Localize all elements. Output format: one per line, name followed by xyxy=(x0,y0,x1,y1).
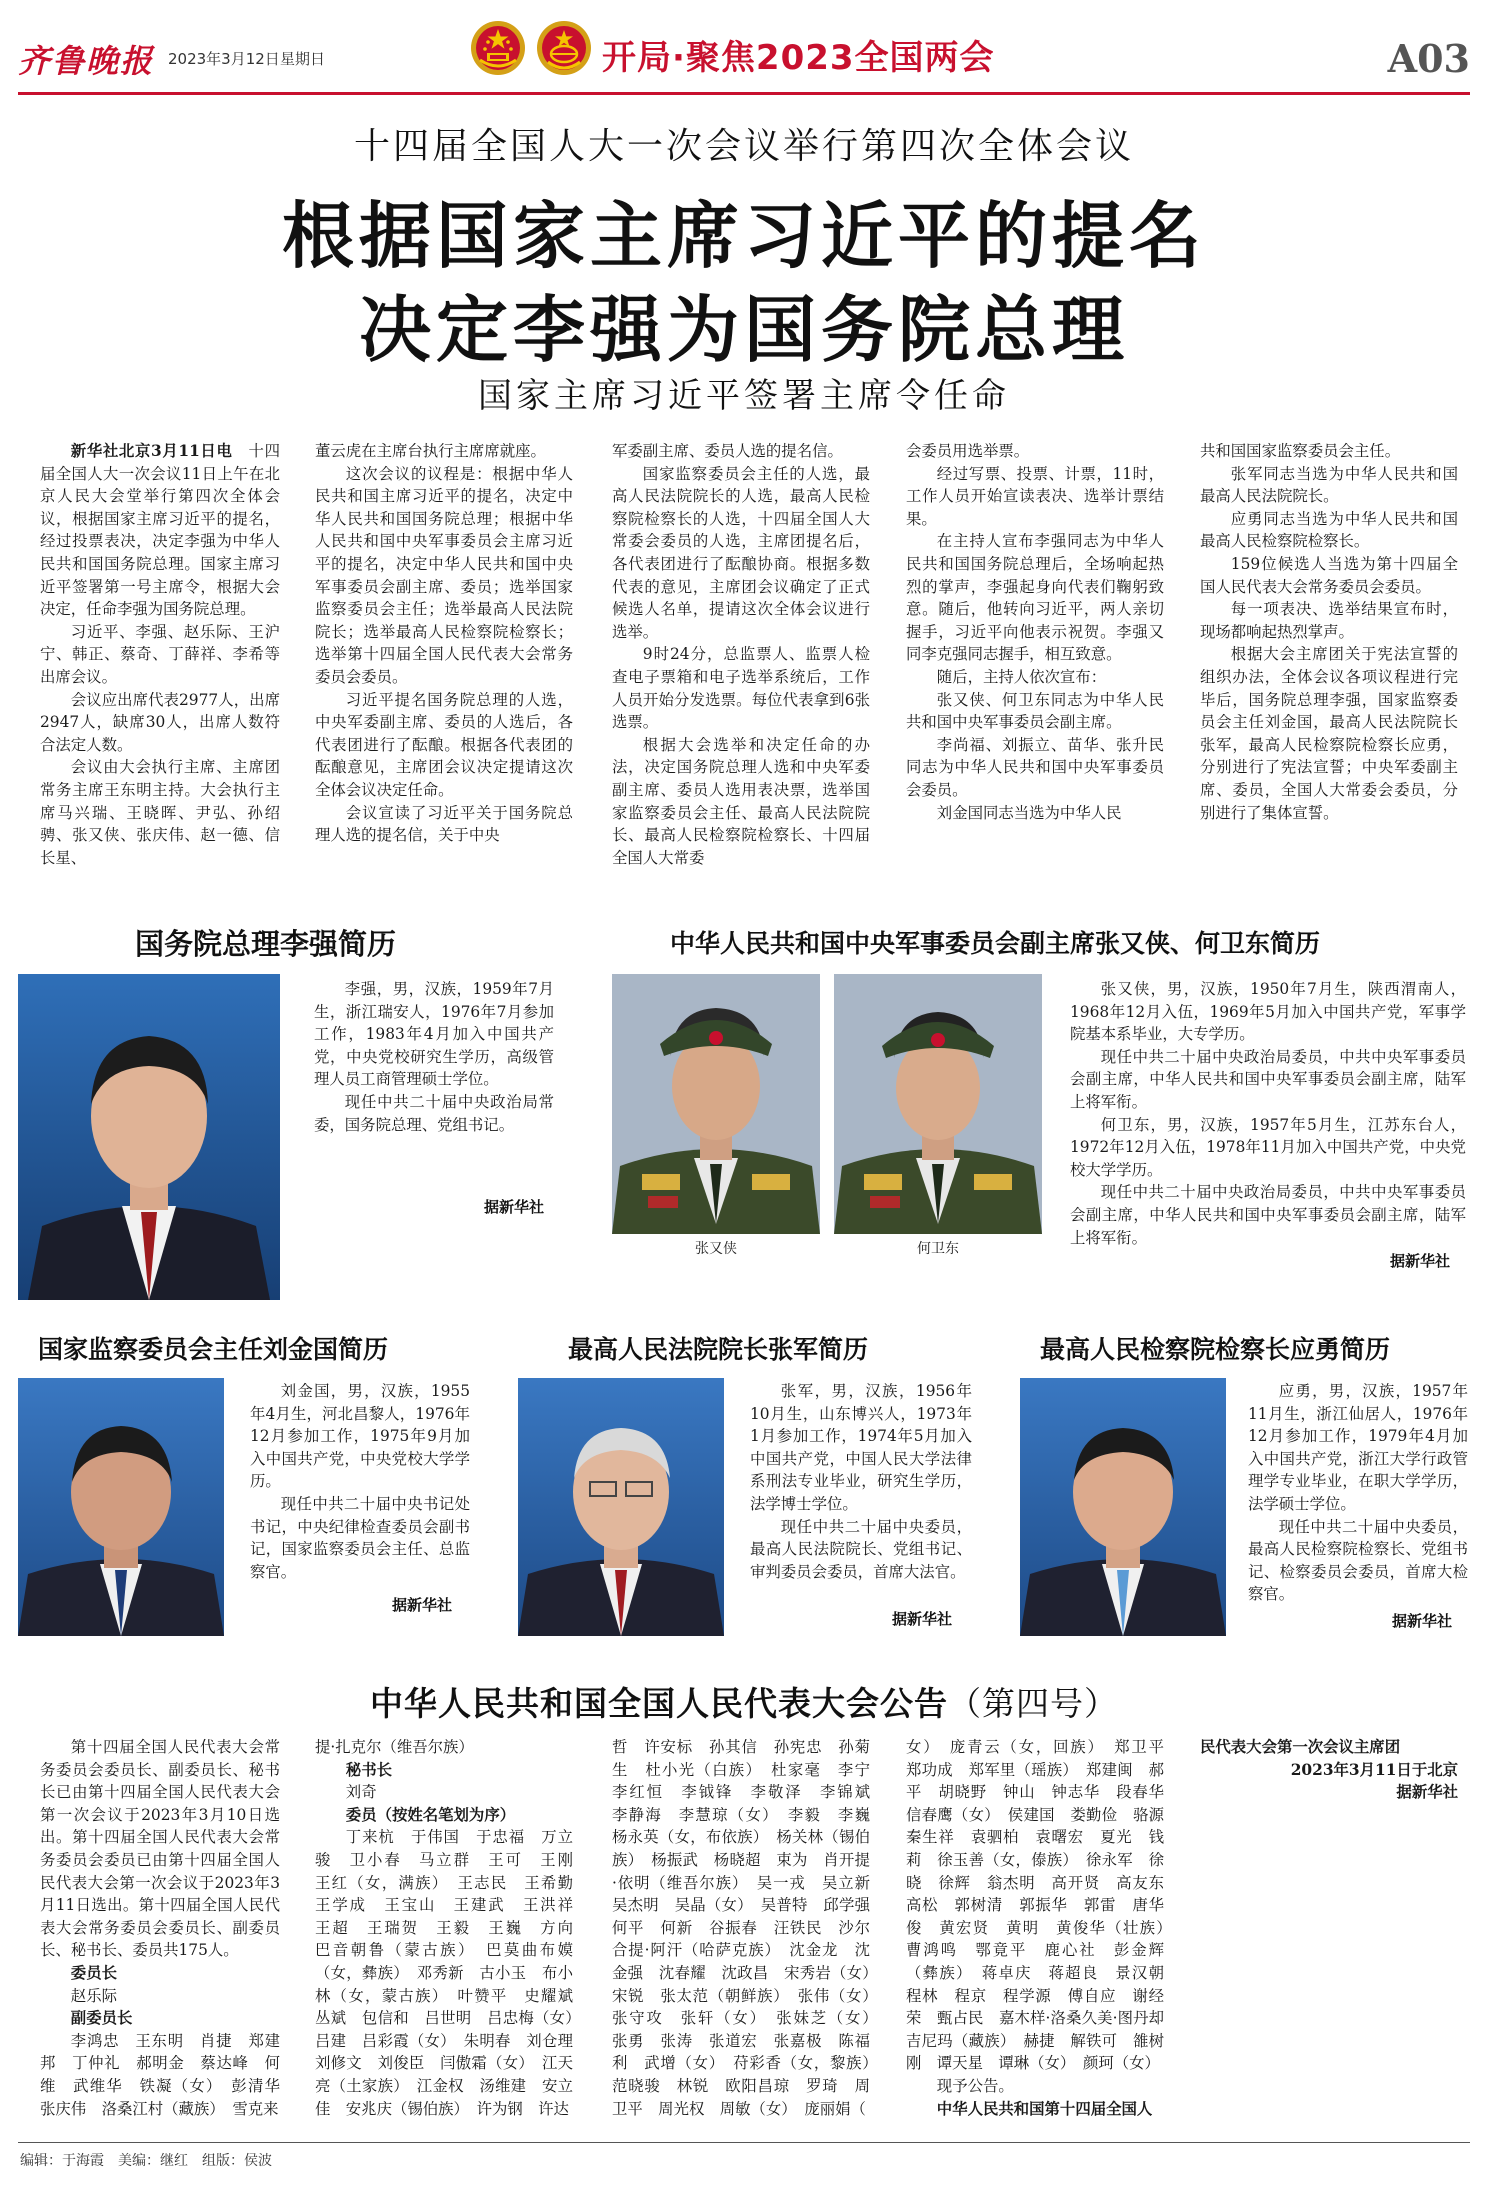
story-paragraph: 根据大会主席团关于宪法宣誓的组织办法，全体会议各项议程进行完毕后，国务院总理李强，国家监察委员会主任刘金国，最高人民法院院长张军，最高人民检察院检察长应勇，分别进行了宪法宣誓；中央军委副主席、委员，全国人大常委会委员，分别进行了集体宣誓。 xyxy=(1200,645,1458,822)
announcement-names: 李鸿忠 王东明 肖捷 郑建邦 丁仲礼 郝明金 蔡达峰 何维 武维华 铁凝（女） 彭清华 张庆伟 洛桑江村（藏族） 雪克来 xyxy=(40,2031,296,2118)
story-paragraph: 每一项表决、选举结果宣布时，现场都响起热烈掌声。 xyxy=(1200,600,1458,641)
announcement-names: 刘奇 xyxy=(345,1783,377,1802)
bio-paragraph: 现任中共二十届中央书记处书记，中央纪律检查委员会副书记，国家监察委员会主任、总监察官。 xyxy=(250,1494,470,1581)
announcement-column-4 xyxy=(906,1736,1180,2136)
bio-paragraph: 张又侠，男，汉族，1950年7月生，陕西渭南人，1968年12月入伍，1969年5月加入中国共产党，军事学院基本系毕业，大专学历。 xyxy=(1070,980,1466,1044)
story-column-3 xyxy=(612,440,870,910)
announcement-heading: 委员长 xyxy=(70,1963,117,1982)
announcement-names: 赵乐际 xyxy=(70,1986,117,2005)
section-label: 开局·聚焦2023全国两会 xyxy=(602,38,995,78)
story-paragraph: 在主持人宣布李强同志为中华人民共和国国务院总理后，全场响起热烈的掌声，李强起身向代表们鞠躬致意。随后，他转向习近平，两人亲切握手，习近平向他表示祝贺。李强又同李克强同志握手，相互致意。 xyxy=(906,532,1164,664)
portrait-he-weidong xyxy=(834,974,1042,1234)
photo-caption-he-weidong: 何卫东 xyxy=(917,1241,959,1257)
story-column-2 xyxy=(315,440,573,910)
newspaper-logo: 齐鲁晚报 xyxy=(18,42,155,80)
story-paragraph: 十四届全国人大一次会议11日上午在北京人民大会堂举行第四次全体会议，根据国家主席习近平的提名，经过投票表决，决定李强为中华人民共和国国务院总理。国家主席习近平签署第一号主席令，根据大会决定，任命李强为国务院总理。 xyxy=(40,442,280,619)
story-paragraph: 这次会议的议程是：根据中华人民共和国主席习近平的提名，决定中华人民共和国国务院总理；根据中华人民共和国中央军事委员会主席习近平的提名，决定中华人民共和国中央军事委员会副主席、委员；选举国家监察委员会主任；选举最高人民法院院长；选举最高人民检察院检察长；选举第十四届全国人民代表大会常务委员会委员。 xyxy=(315,464,573,686)
bio-paragraph: 现任中共二十届中央政治局委员，中共中央军事委员会副主席，中华人民共和国中央军事委员会副主席，陆军上将军衔。 xyxy=(1070,1183,1466,1247)
profile-bio-ying-yong xyxy=(1248,1380,1468,1602)
headline-line-2: 决定李强为国务院总理 xyxy=(358,288,1129,372)
source-credit: 据新华社 xyxy=(892,1610,953,1628)
announcement-column-1 xyxy=(40,1736,296,2136)
story-paragraph: 习近平、李强、赵乐际、王沪宁、韩正、蔡奇、丁薛祥、李希等出席会议。 xyxy=(40,622,280,686)
story-paragraph: 张军同志当选为中华人民共和国最高人民法院院长。 xyxy=(1200,464,1458,506)
source-credit: 据新华社 xyxy=(392,1596,453,1614)
profile-bio-liu-jinguo xyxy=(250,1380,470,1590)
story-paragraph: 根据大会选举和决定任命的办法，决定国务院总理人选和中央军委副主席、委员人选用表决票，选举国家监察委员会主任、最高人民法院院长、最高人民检察院检察长、十四届全国人大常委 xyxy=(612,735,870,867)
portrait-li-qiang xyxy=(18,974,280,1300)
profile-title-ying-yong: 最高人民检察院检察长应勇简历 xyxy=(1040,1335,1391,1364)
announcement-heading: 委员（按姓名笔划为序） xyxy=(345,1805,516,1824)
headline-kicker: 十四届全国人大一次会议举行第四次全体会议 xyxy=(353,126,1134,167)
story-column-4 xyxy=(906,440,1164,910)
announcement-column-3 xyxy=(612,1736,886,2136)
story-paragraph: 会议应出席代表2977人，出席2947人，缺席30人，出席人数符合法定人数。 xyxy=(40,690,280,754)
footer-credits: 编辑：于海霞 美编：继红 组版：侯波 xyxy=(20,2153,272,2169)
bio-paragraph: 李强，男，汉族，1959年7月生，浙江瑞安人，1976年7月参加工作，1983年4月加入中国共产党，中央党校研究生学历，高级管理人员工商管理硕士学位。 xyxy=(314,980,554,1089)
story-paragraph: 李尚福、刘振立、苗华、张升民同志为中华人民共和国中央军事委员会委员。 xyxy=(906,735,1164,799)
portrait-zhang-jun xyxy=(518,1378,724,1636)
source-credit: 据新华社 xyxy=(1390,1252,1451,1270)
portrait-zhang-youxia xyxy=(612,974,820,1234)
portrait-liu-jinguo xyxy=(18,1378,224,1636)
announcement-names: 女） 庞青云（女，回族） 郑卫平 郑功成 郑军里（瑶族） 郑建闽 郝平 胡晓野 钟山 钟志华 段春华 信春鹰（女） 侯建国 娄勤俭 骆源 秦生祥 袁驷柏 袁曙宏 夏光 钱莉 徐玉善（女，傣族） 徐永军 徐晓 徐辉 翁杰明 高开贤 高友东 高松 郭树清 郭振华 郭雷 唐华俊 黄宏贤 黄明 黄俊华（壮族） 曹鸿鸣 鄂竟平 鹿心社 彭金辉（彝族） 蒋卓庆 蒋超良 景汉朝 程林 程京 程学源 傅自应 谢经荣 甄占民 嘉木样·洛桑久美·图丹却吉尼玛（藏族） 赫捷 解铁可 雒树刚 谭天星 谭琳（女） 颜珂（女） xyxy=(906,1738,1180,2073)
portrait-ying-yong xyxy=(1020,1378,1226,1636)
bio-paragraph: 何卫东，男，汉族，1957年5月生，江苏东台人，1972年12月入伍，1978年11月加入中国共产党，中央党校大学学历。 xyxy=(1070,1115,1466,1179)
source-credit: 据新华社 xyxy=(484,1198,545,1216)
story-paragraph: 董云虎在主席台执行主席席就座。 xyxy=(315,442,546,460)
story-paragraph: 张又侠、何卫东同志为中华人民共和国中央军事委员会副主席。 xyxy=(906,690,1164,732)
story-paragraph: 会委员用选举票。 xyxy=(906,442,1030,460)
story-paragraph: 会议由大会执行主席、主席团常务主席王东明主持。大会执行主席马兴瑞、王晓晖、尹弘、孙绍骋、张又侠、张庆伟、赵一德、信长星、 xyxy=(40,758,280,867)
story-paragraph: 经过写票、投票、计票，11时，工作人员开始宣读表决、选举计票结果。 xyxy=(906,464,1164,528)
story-paragraph: 会议宣读了习近平关于国务院总理人选的提名信，关于中央 xyxy=(315,803,573,845)
profile-title-liu-jinguo: 国家监察委员会主任刘金国简历 xyxy=(38,1335,389,1364)
profile-title-li-qiang: 国务院总理李强简历 xyxy=(135,927,397,961)
subheadline: 国家主席习近平签署主席令任命 xyxy=(478,376,1010,416)
profile-bio-zhang-jun xyxy=(750,1380,972,1602)
announcement-column-5 xyxy=(1200,1736,1458,2136)
source-credit: 据新华社 xyxy=(1392,1612,1453,1630)
bio-paragraph: 现任中共二十届中央委员，最高人民法院院长、党组书记、审判委员会委员，首席大法官。 xyxy=(750,1517,972,1581)
issue-date: 2023年3月12日 xyxy=(168,50,280,68)
bio-paragraph: 现任中共二十届中央政治局常委，国务院总理、党组书记。 xyxy=(314,1092,554,1134)
source-credit: 据新华社 xyxy=(1396,1783,1458,1802)
photo-caption-zhang-youxia: 张又侠 xyxy=(695,1241,737,1257)
bio-paragraph: 现任中共二十届中央政治局委员，中共中央军事委员会副主席，中华人民共和国中央军事委员会副主席，陆军上将军衔。 xyxy=(1070,1047,1466,1111)
bio-paragraph: 刘金国，男，汉族，1955年4月生，河北昌黎人，1976年12月参加工作，1975年9月加入中国共产党，中央党校大学学历。 xyxy=(250,1382,470,1491)
cppcc-emblem-icon xyxy=(536,20,592,76)
announcement-intro: 第十四届全国人民代表大会常务委员会委员长、副委员长、秘书长已由第十四届全国人民代表大会第一次会议于2023年3月10日选出。第十四届全国人民代表大会常务委员会委员已由第十四届全国人民代表大会第一次会议于2023年3月11日选出。第十四届全国人民代表大会常务委员会委员长、副委员长、秘书长、委员共175人。 xyxy=(40,1738,280,1960)
bio-paragraph: 现任中共二十届中央委员，最高人民检察院检察长、党组书记、检察委员会委员，首席大检察官。 xyxy=(1248,1517,1468,1604)
bio-paragraph: 应勇，男，汉族，1957年11月生，浙江仙居人，1976年12月参加工作，1979年4月加入中国共产党，浙江大学行政管理学专业毕业，在职大学学历，法学硕士学位。 xyxy=(1248,1382,1468,1513)
announcement-title xyxy=(0,1678,1488,1725)
announcement-issuer: 民代表大会第一次会议主席团 xyxy=(1200,1738,1401,1756)
announcement-heading: 副委员长 xyxy=(70,2009,133,2028)
headline-line-1: 根据国家主席习近平的提名 xyxy=(281,194,1206,278)
story-paragraph: 刘金国同志当选为中华人民 xyxy=(936,803,1122,822)
bio-paragraph: 张军，男，汉族，1956年10月生，山东博兴人，1973年1月参加工作，1974年5月加入中国共产党，中国人民大学法律系刑法专业毕业，研究生学历，法学博士学位。 xyxy=(750,1382,972,1513)
announcement-column-2 xyxy=(315,1736,589,2136)
story-paragraph: 共和国国家监察委员会主任。 xyxy=(1200,442,1401,460)
story-paragraph: 军委副主席、委员人选的提名信。 xyxy=(612,442,843,460)
footer-divider xyxy=(18,2142,1470,2143)
profile-bio-cmc xyxy=(1070,978,1466,1248)
story-paragraph: 9时24分，总监票人、监票人检查电子票箱和电子选举系统后，工作人员开始分发选票。每位代表拿到6张选票。 xyxy=(612,645,870,732)
profile-title-cmc-vice-chairmen: 中华人民共和国中央军事委员会副主席张又侠、何卫东简历 xyxy=(670,929,1321,958)
announcement-names: 提·扎克尔（维吾尔族） xyxy=(315,1738,474,1756)
story-paragraph: 随后，主持人依次宣布： xyxy=(936,667,1107,686)
announcement-heading: 秘书长 xyxy=(345,1760,392,1779)
announcement-number: （第四号） xyxy=(948,1684,1118,1723)
national-emblem-icon xyxy=(470,20,526,76)
story-column-1 xyxy=(40,440,280,910)
announcement-issuer: 中华人民共和国第十四届全国人 xyxy=(936,2099,1153,2118)
issue-weekday: 星期日 xyxy=(280,50,326,68)
masthead xyxy=(18,18,1470,88)
story-paragraph: 应勇同志当选为中华人民共和国最高人民检察院检察长。 xyxy=(1200,509,1458,551)
masthead-divider xyxy=(18,92,1470,95)
announcement-date: 2023年3月11日于北京 xyxy=(1290,1760,1458,1779)
story-column-5 xyxy=(1200,440,1458,910)
story-paragraph: 习近平提名国务院总理的人选，中央军委副主席、委员的人选后，各代表团进行了酝酿。根据各代表团的酝酿意见，主席团会议决定提请这次全体会议决定任命。 xyxy=(315,690,573,799)
page-number: A03 xyxy=(1387,36,1470,81)
profile-title-zhang-jun: 最高人民法院院长张军简历 xyxy=(568,1335,869,1364)
story-paragraph: 159位候选人当选为第十四届全国人民代表大会常务委员会委员。 xyxy=(1200,554,1458,596)
announcement-closing: 现予公告。 xyxy=(936,2076,1014,2095)
announcement-names: 哲 许安标 孙其信 孙宪忠 孙菊生 杜小光（白族） 杜家毫 李宁 李红恒 李钺锋 李敬泽 李锦斌 李静海 李慧琼（女） 李毅 李巍 杨永英（女，布依族） 杨关林（锡伯族） 杨振武 杨晓超 束为 肖开提·依明（维吾尔族） 吴一戎 吴立新 吴杰明 吴晶（女） 吴普特 邱学强 何平 何新 谷振春 汪铁民 沙尔合提·阿汗（哈萨克族） 沈金龙 沈金强 沈春耀 沈政昌 宋秀岩（女） 宋锐 张太范（朝鲜族） 张伟（女） 张守攻 张轩（女） 张妹芝（女） 张勇 张涛 张道宏 张嘉极 陈福利 武增（女） 苻彩香（女，黎族） 范晓骏 林锐 欧阳昌琼 罗琦 周卫平 周光权 周敏（女） 庞丽娟（ xyxy=(612,1738,886,2118)
profile-bio-li-qiang xyxy=(314,978,554,1188)
story-paragraph: 国家监察委员会主任的人选，最高人民法院院长的人选，最高人民检察院检察长的人选，十四届全国人大常委会委员的人选，主席团提名后，各代表团进行了酝酿协商。根据多数代表的意见，主席团会议确定了正式候选人名单，提请这次全体会议进行选举。 xyxy=(612,464,870,641)
dateline: 新华社北京3月11日电 xyxy=(70,442,233,460)
announcement-title-text: 中华人民共和国全国人民代表大会公告 xyxy=(370,1684,948,1723)
announcement-names: 丁来杭 于伟国 于忠福 万立骏 卫小春 马立群 王可 王刚 王红（女，满族） 王志民 王希勤 王学成 王宝山 王建武 王洪祥 王超 王瑞贺 王毅 王巍 方向 巴音朝鲁（蒙古族） 巴莫曲布嫫（女，彝族） 邓秀新 古小玉 布小林（女，蒙古族） 叶赞平 史耀斌 丛斌 包信和 吕世明 吕忠梅（女） 吕建 吕彩霞（女） 朱明春 刘仓理 刘修文 刘俊臣 闫傲霜（女） 江天亮（土家族） 江金权 汤维建 安立佳 安兆庆（锡伯族） 许为钢 许达 xyxy=(315,1828,589,2118)
